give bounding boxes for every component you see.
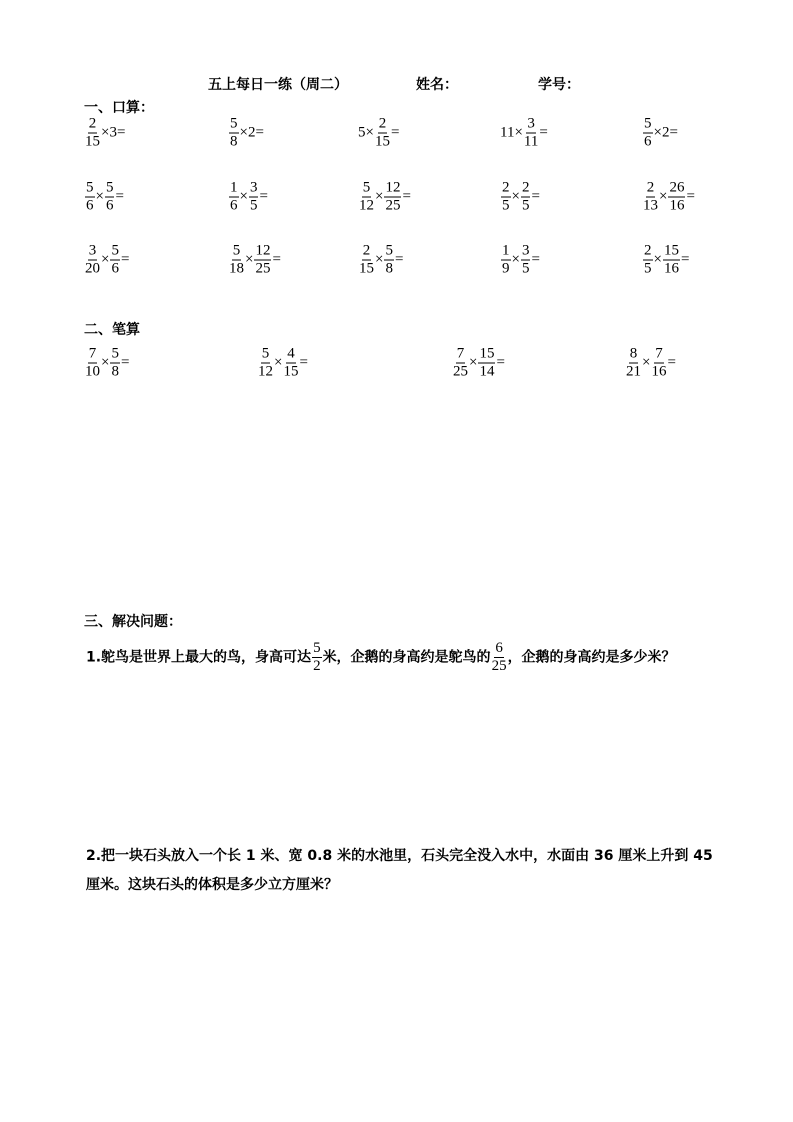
- denominator: 6: [230, 197, 238, 214]
- numerator: 2: [644, 242, 652, 259]
- denominator: 13: [643, 197, 658, 214]
- expression-text: =: [667, 354, 676, 371]
- denominator: 9: [502, 260, 510, 277]
- expression-text: ×2=: [239, 124, 264, 141]
- fraction: [229, 243, 244, 278]
- expression-text: =: [272, 251, 281, 268]
- fraction: [384, 180, 401, 215]
- denominator: 11: [523, 133, 539, 150]
- expression-text: =: [531, 188, 540, 205]
- numerator: 5: [232, 242, 241, 259]
- numerator: 3: [527, 115, 535, 132]
- expression-text: ×3=: [101, 124, 126, 141]
- denominator: 6: [105, 197, 114, 214]
- fraction: [643, 116, 653, 151]
- fraction: [643, 180, 658, 215]
- fraction: [249, 180, 259, 215]
- denominator: 6: [644, 133, 652, 150]
- denominator: 5: [249, 197, 258, 214]
- expression-text: ×: [101, 251, 110, 268]
- numerator: 6: [495, 640, 503, 656]
- expression-text: ×: [239, 188, 248, 205]
- denominator: 16: [669, 197, 685, 214]
- denominator: 16: [651, 363, 667, 380]
- denominator: 25: [491, 658, 507, 674]
- math-expression: [84, 116, 125, 151]
- math-expression: [228, 243, 281, 278]
- denominator: 8: [385, 260, 393, 277]
- fraction: [375, 116, 390, 151]
- student-id-label: 学号：: [538, 77, 580, 93]
- denominator: 12: [359, 197, 374, 214]
- expression-text: ×: [653, 251, 662, 268]
- numerator: 3: [249, 179, 258, 196]
- fraction: [501, 180, 511, 215]
- numerator: 15: [479, 345, 495, 362]
- fraction: [643, 243, 653, 278]
- numerator: 7: [655, 345, 663, 362]
- denominator: 10: [85, 363, 100, 380]
- fraction: [384, 243, 394, 278]
- worksheet-title: 五上每日一练（周二）: [208, 77, 348, 93]
- expression-text: =: [686, 188, 695, 205]
- math-expression: [500, 116, 548, 151]
- math-expression: [500, 243, 540, 278]
- numerator: 5: [362, 179, 371, 196]
- expression-text: =: [390, 124, 400, 141]
- numerator: 2: [521, 179, 530, 196]
- expression-text: ×: [375, 251, 384, 268]
- numerator: 15: [663, 242, 679, 259]
- fraction: [359, 243, 374, 278]
- expression-text: ×: [511, 251, 520, 268]
- fraction: [492, 640, 507, 675]
- fraction: [651, 346, 666, 381]
- expression-text: ×: [245, 251, 254, 268]
- denominator: 8: [111, 363, 119, 380]
- denominator: 12: [258, 363, 273, 380]
- expression-text: =: [115, 188, 124, 205]
- problem-2: 2.把一块石头放入一个长 1 米、宽 0.8 米的水池里，石头完全没入水中，水面由 36 厘米上升到 45 厘米。这块石头的体积是多少立方厘米？: [86, 848, 713, 893]
- math-expression: [84, 243, 129, 278]
- numerator: 12: [385, 179, 401, 196]
- denominator: 25: [453, 363, 468, 380]
- math-expression: [625, 346, 676, 381]
- expression-text: =: [394, 251, 404, 268]
- math-expression: [452, 346, 505, 381]
- expression-text: =: [120, 354, 130, 371]
- problem-1-text-b: 米，企鹅的身高约是鸵鸟的: [322, 649, 491, 666]
- fraction: [359, 180, 374, 215]
- math-expression: [358, 243, 403, 278]
- expression-text: 11×: [500, 124, 523, 141]
- fraction: [254, 243, 271, 278]
- expression-text: ×: [375, 188, 384, 205]
- math-expression: [257, 346, 308, 381]
- fraction: [110, 243, 120, 278]
- numerator: 2: [88, 115, 97, 132]
- denominator: 5: [502, 197, 510, 214]
- math-expression: [228, 116, 264, 151]
- expression-text: ×: [511, 188, 520, 205]
- denominator: 8: [230, 133, 238, 150]
- numerator: 5: [385, 242, 393, 259]
- fraction: [312, 640, 322, 675]
- fraction: [110, 346, 120, 381]
- fraction: [229, 116, 239, 151]
- expression-text: ×: [469, 354, 478, 371]
- denominator: 6: [86, 197, 94, 214]
- fraction: [626, 346, 641, 381]
- expression-text: =: [259, 188, 268, 205]
- denominator: 15: [85, 133, 100, 150]
- denominator: 2: [313, 658, 321, 674]
- numerator: 5: [261, 345, 270, 362]
- denominator: 15: [374, 133, 390, 150]
- numerator: 7: [88, 345, 97, 362]
- numerator: 4: [287, 345, 295, 362]
- fraction: [85, 346, 100, 381]
- fraction: [521, 243, 531, 278]
- fraction: [85, 116, 100, 151]
- section3-title: 三、解决问题：: [84, 614, 182, 630]
- fraction: [453, 346, 468, 381]
- numerator: 3: [88, 242, 97, 259]
- section1-title: 一、口算：: [84, 100, 154, 116]
- denominator: 16: [663, 260, 679, 277]
- section2-title: 二、笔算: [84, 322, 140, 338]
- numerator: 5: [644, 115, 652, 132]
- denominator: 20: [85, 260, 100, 277]
- numerator: 5: [111, 242, 119, 259]
- expression-text: =: [539, 124, 548, 141]
- numerator: 5: [230, 115, 238, 132]
- math-expression: [358, 180, 411, 215]
- expression-text: =: [531, 251, 540, 268]
- numerator: 5: [111, 345, 119, 362]
- fraction: [501, 243, 511, 278]
- fraction: [283, 346, 298, 381]
- math-expression: [642, 243, 689, 278]
- numerator: 12: [255, 242, 271, 259]
- fraction: [229, 180, 239, 215]
- numerator: 3: [521, 242, 530, 259]
- fraction: [668, 180, 685, 215]
- denominator: 21: [626, 363, 641, 380]
- numerator: 1: [230, 179, 238, 196]
- numerator: 2: [646, 179, 655, 196]
- math-expression: [358, 116, 399, 151]
- denominator: 18: [229, 260, 244, 277]
- denominator: 15: [359, 260, 374, 277]
- denominator: 15: [283, 363, 299, 380]
- numerator: 26: [669, 179, 685, 196]
- fraction: [258, 346, 273, 381]
- denominator: 25: [385, 197, 401, 214]
- expression-text: =: [496, 354, 505, 371]
- math-expression: [84, 180, 124, 215]
- numerator: 5: [86, 179, 94, 196]
- denominator: 5: [644, 260, 652, 277]
- numerator: 2: [378, 115, 387, 132]
- numerator: 1: [502, 242, 510, 259]
- fraction: [105, 180, 115, 215]
- expression-text: ×2=: [653, 124, 678, 141]
- math-expression: [228, 180, 268, 215]
- denominator: 5: [521, 260, 530, 277]
- math-expression: [642, 180, 695, 215]
- expression-text: 5×: [358, 124, 374, 141]
- expression-text: ×: [659, 188, 668, 205]
- math-expression: [84, 346, 129, 381]
- fraction: [85, 243, 100, 278]
- fraction: [524, 116, 538, 151]
- denominator: 14: [479, 363, 495, 380]
- fraction: [85, 180, 95, 215]
- numerator: 2: [362, 242, 371, 259]
- fraction: [663, 243, 680, 278]
- numerator: 8: [629, 345, 638, 362]
- problem-1: [86, 640, 716, 675]
- fraction: [478, 346, 495, 381]
- expression-text: ×: [642, 354, 651, 371]
- expression-text: =: [680, 251, 690, 268]
- expression-text: =: [120, 251, 130, 268]
- math-expression: [642, 116, 678, 151]
- denominator: 25: [255, 260, 271, 277]
- expression-text: ×: [101, 354, 110, 371]
- expression-text: =: [299, 354, 308, 371]
- denominator: 5: [521, 197, 530, 214]
- problem-1-text-c: ，企鹅的身高约是多少米？: [507, 649, 676, 666]
- expression-text: ×: [95, 188, 104, 205]
- numerator: 7: [456, 345, 465, 362]
- denominator: 6: [111, 260, 119, 277]
- numerator: 5: [313, 640, 321, 656]
- expression-text: =: [402, 188, 411, 205]
- expression-text: ×: [274, 354, 283, 371]
- math-expression: [500, 180, 540, 215]
- problem-1-text-a: 1.鸵鸟是世界上最大的鸟，身高可达: [86, 649, 312, 666]
- numerator: 2: [502, 179, 510, 196]
- numerator: 5: [105, 179, 114, 196]
- name-label: 姓名：: [416, 77, 458, 93]
- fraction: [521, 180, 531, 215]
